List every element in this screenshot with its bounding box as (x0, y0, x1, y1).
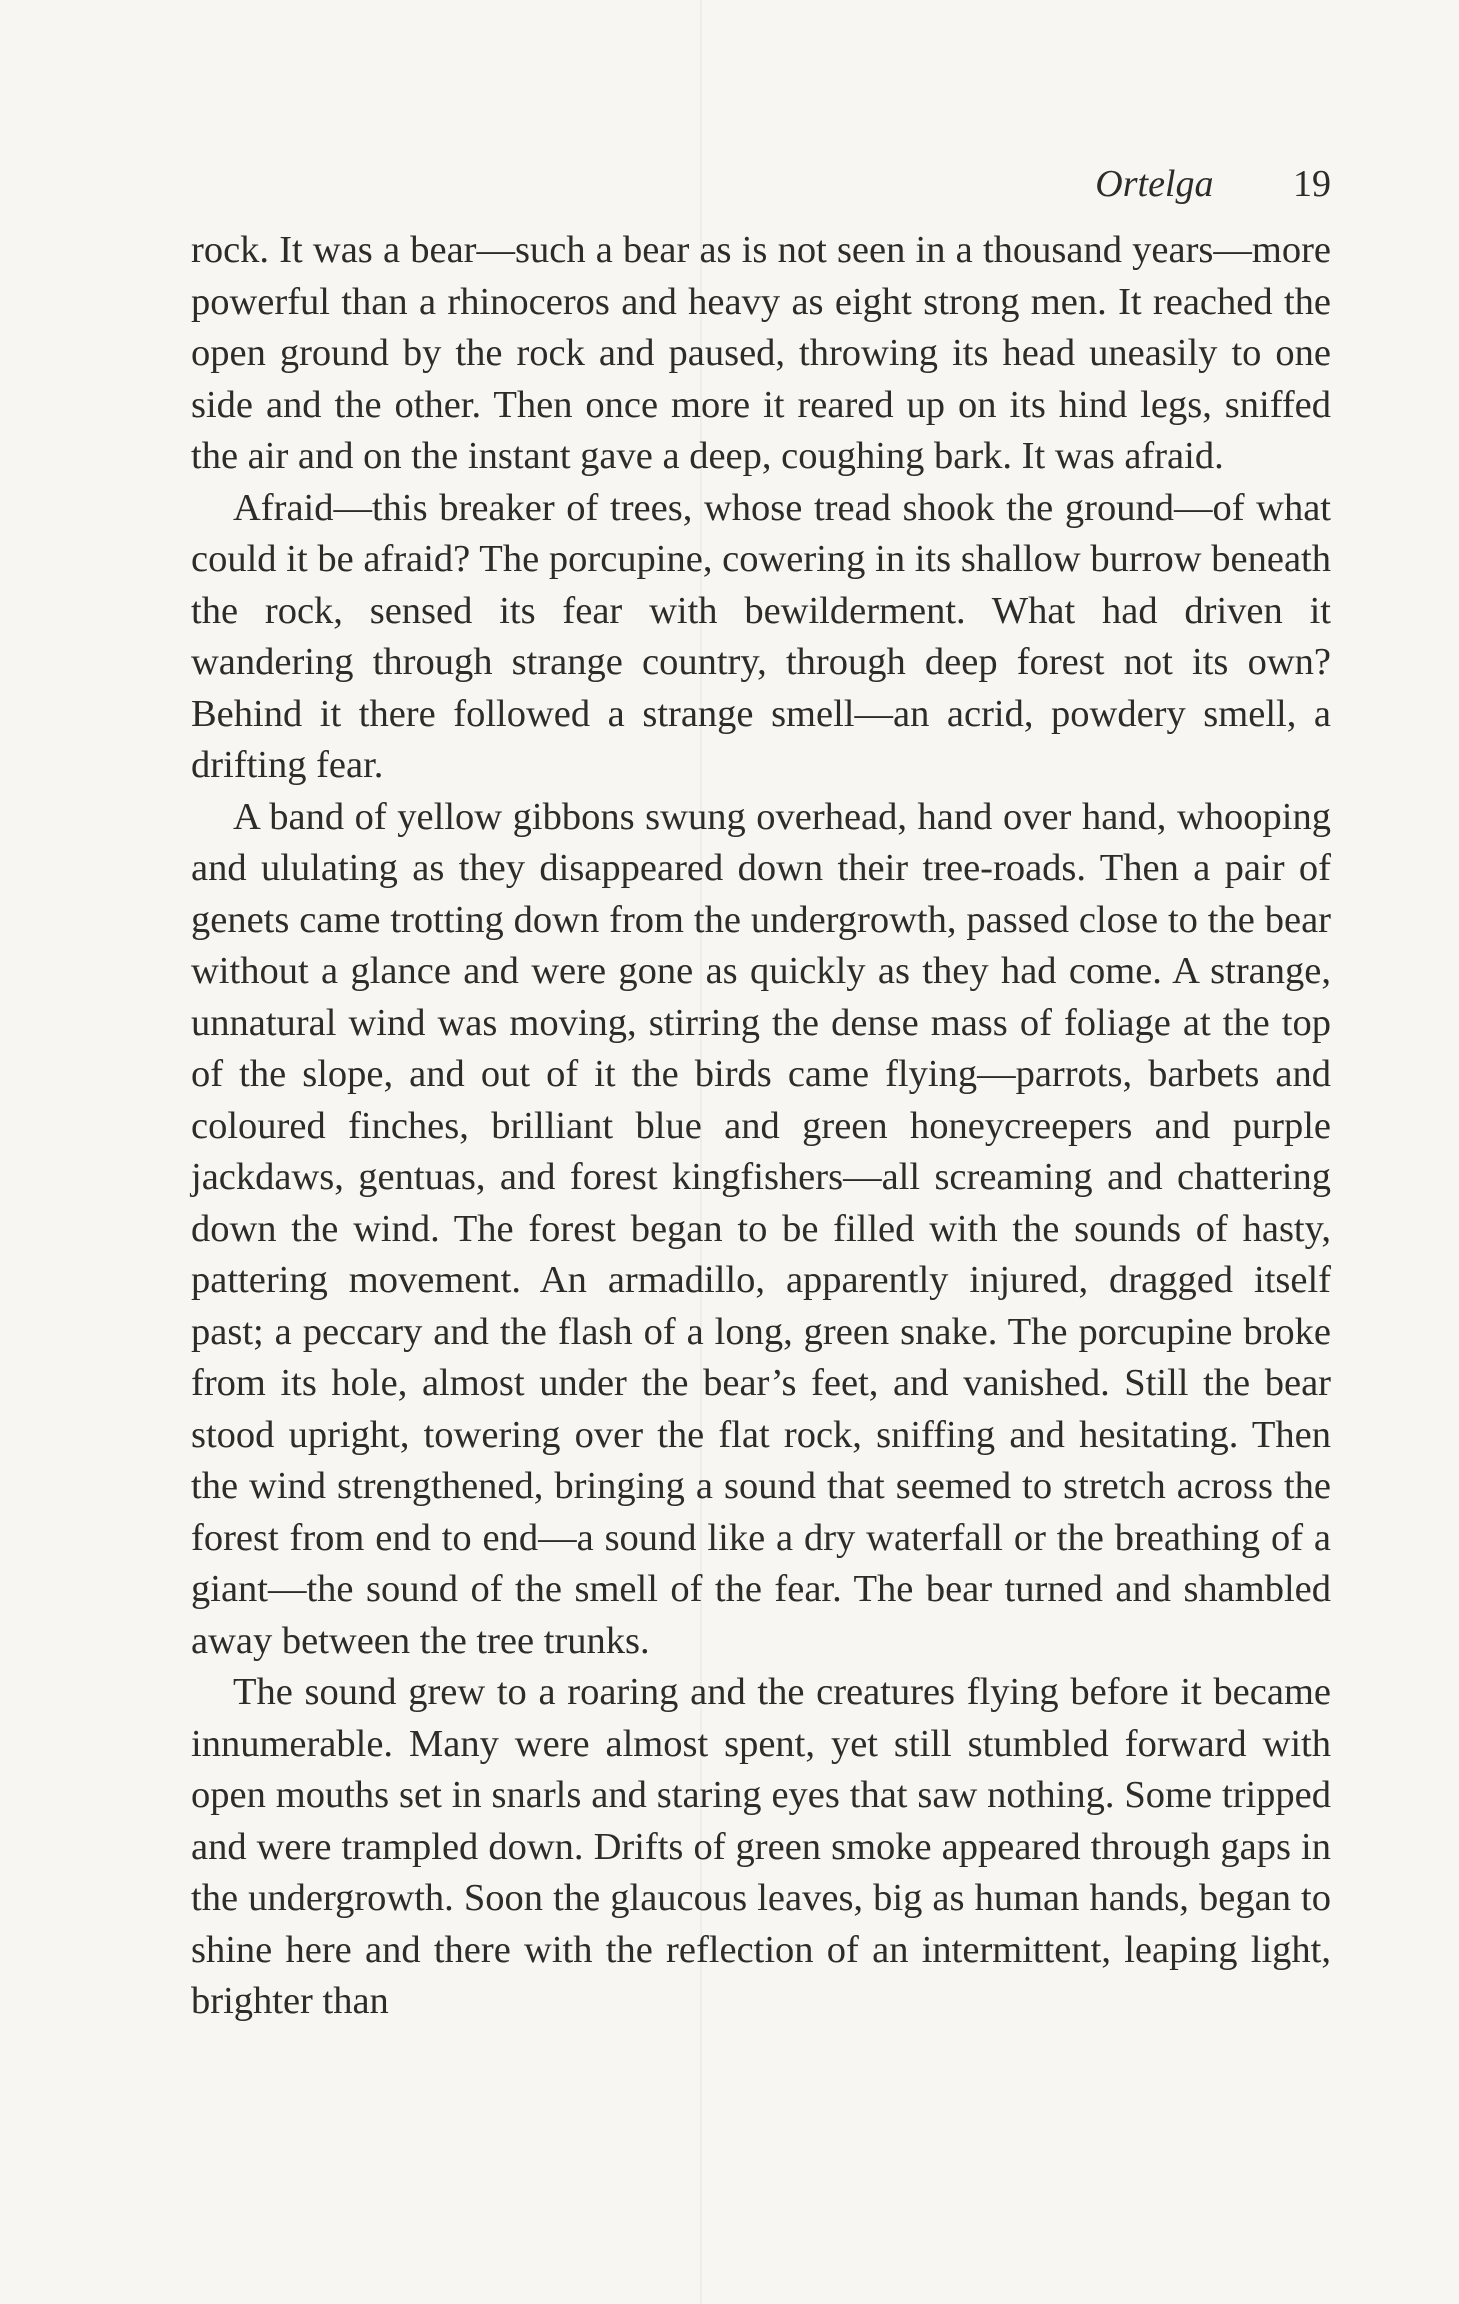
paragraph-continued: rock. It was a bear—such a bear as is not seen in a thousand years—more powerful than a rhinoceros and heavy as eight strong men. It reached the open ground by the rock and paused, throwing its head uneasily to one side and the other. Then once more it reared up on its hind legs, sniffed the air and on the instant gave a deep, coughing bark. It was afraid. (191, 229, 1331, 477)
running-head-title: Ortelga (1095, 163, 1214, 205)
paragraph: The sound grew to a roaring and the creatures flying before it became innumerable. Many were almost spent, yet still stumbled forward with open mouths set in snarls and staring eyes that saw nothing. Some tripped and were trampled down. Drifts of green smoke appeared through gaps in the undergrowth. Soon the glaucous leaves, big as human hands, began to shine here and there with the reflection of an intermittent, leaping light, brighter than (191, 1671, 1331, 2022)
page-number: 19 (1293, 163, 1331, 205)
running-head (731, 160, 1331, 208)
paragraph: A band of yellow gibbons swung overhead, hand over hand, whooping and ululating as they disappeared down their tree-roads. Then a pair of genets came trotting down from the undergrowth, passed close to the bear without a glance and were gone as quickly as they had come. A strange, unnatural wind was moving, stirring the dense mass of foliage at the top of the slope, and out of it the birds came flying—parrots, barbets and coloured finches, brilliant blue and green honeycreepers and purple jackdaws, gentuas, and forest kingfishers—all screaming and chattering down the wind. The forest began to be filled with the sounds of hasty, pattering movement. An armadillo, apparently injured, dragged itself past; a peccary and the flash of a long, green snake. The porcupine broke from its hole, almost under the bear’s feet, and vanished. Still the bear stood upright, towering over the flat rock, sniffing and hesitating. Then the wind strengthened, bringing a sound that seemed to stretch across the forest from end to end—a sound like a dry waterfall or the breathing of a giant—the sound of the smell of the fear. The bear turned and shambled away between the tree trunks. (191, 795, 1331, 1662)
body-text (191, 225, 1331, 2028)
paragraph: Afraid—this breaker of trees, whose tread shook the ground—of what could it be afraid? The porcupine, cowering in its shallow burrow beneath the rock, sensed its fear with bewilderment. What had driven it wandering through strange country, through deep forest not its own? Behind it there followed a strange smell—an acrid, powdery smell, a drifting fear. (191, 486, 1331, 786)
